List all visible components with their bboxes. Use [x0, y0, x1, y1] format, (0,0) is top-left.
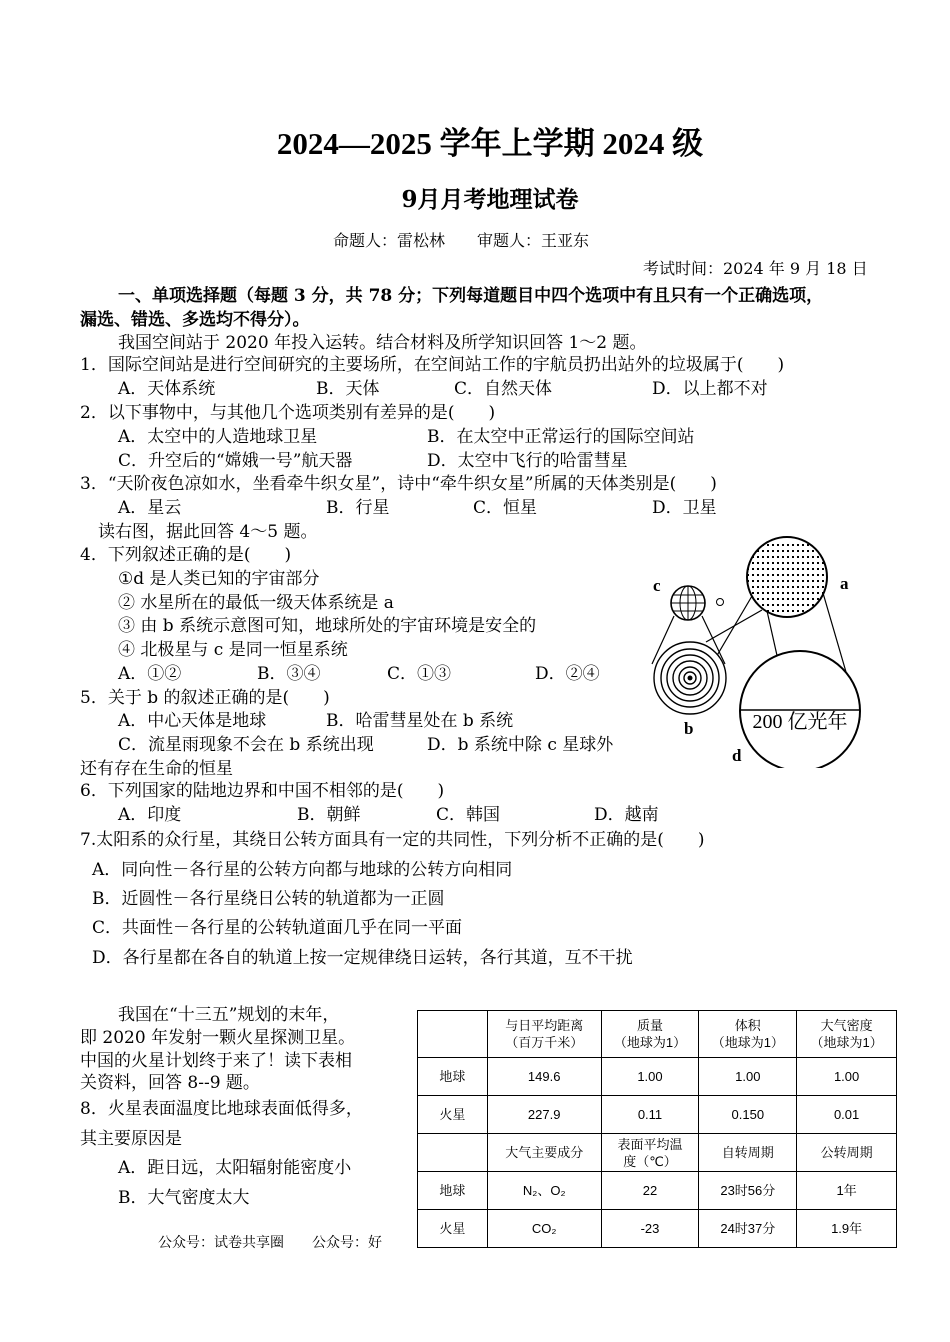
- table-cell: 22: [601, 1172, 699, 1210]
- q2-option-c: C．升空后的“嫦娥一号”航天器: [118, 451, 353, 471]
- intro-q8-9-line4: 关资料，回答 8--9 题。: [80, 1073, 260, 1093]
- q5-option-d: D．b 系统中除 c 星球外: [427, 735, 614, 755]
- section-heading-cont: 漏选、错选、多选均不得分）。: [80, 310, 310, 330]
- table-cell: 火星: [418, 1210, 488, 1248]
- table-cell: 1.00: [601, 1058, 699, 1096]
- table-cell: 地球: [418, 1058, 488, 1096]
- question-3: 3．“天阶夜色凉如水，坐看牵牛织女星”，诗中“牵牛织女星”所属的天体类别是( ): [80, 474, 717, 494]
- question-1: 1．国际空间站是进行空间研究的主要场所，在空间站工作的宇航员扔出站外的垃圾属于( ): [80, 355, 785, 375]
- question-2: 2．以下事物中，与其他几个选项类别有差异的是( ): [80, 403, 496, 423]
- table-row: [418, 1172, 897, 1210]
- label-c: c: [653, 576, 661, 595]
- table-cell: 0.11: [601, 1096, 699, 1134]
- q4-statement-4: ④ 北极星与 c 是同一恒星系统: [118, 640, 348, 660]
- table-cell: 1.00: [699, 1058, 797, 1096]
- table-cell: 地球: [418, 1172, 488, 1210]
- table-header-cell: 质量 （地球为1）: [601, 1011, 699, 1058]
- table-cell: 24时37分: [699, 1210, 797, 1248]
- table-cell: N₂、O₂: [487, 1172, 601, 1210]
- q1-option-c: C．自然天体: [454, 379, 553, 399]
- mars-earth-table: [417, 1010, 897, 1248]
- table-header-cell: 自转周期: [699, 1134, 797, 1172]
- authors: 命题人：雷松林 审题人：王亚东: [333, 231, 590, 250]
- label-a: a: [840, 574, 849, 593]
- celestial-systems-figure: [640, 536, 870, 768]
- q5-option-c: C．流星雨现象不会在 b 系统出现: [118, 735, 374, 755]
- question-4: 4．下列叙述正确的是( ): [80, 545, 292, 565]
- table-header-cell: 公转周期: [797, 1134, 897, 1172]
- question-8: 8．火星表面温度比地球表面低得多，: [80, 1099, 363, 1119]
- table-cell: 1.9年: [797, 1210, 897, 1248]
- table-header-cell: 大气密度 （地球为1）: [797, 1011, 897, 1058]
- intro-q8-9-line1: 我国在“十三五”规划的末年，: [118, 1005, 340, 1025]
- footer-text: 公众号：试卷共享圈 公众号：好: [158, 1235, 382, 1251]
- q1-option-a: A．天体系统: [118, 379, 216, 399]
- q5-option-b: B．哈雷彗星处在 b 系统: [326, 711, 514, 731]
- table-cell: 23时56分: [699, 1172, 797, 1210]
- section-heading: 一、单项选择题（每题 3 分，共 78 分；下列每道题目中四个选项中有且只有一个正确选项，: [118, 286, 824, 306]
- table-header-cell: 体积 （地球为1）: [699, 1011, 797, 1058]
- moon-small: [717, 599, 724, 606]
- label-d: d: [732, 746, 742, 765]
- table-cell: -23: [601, 1210, 699, 1248]
- q2-option-a: A．太空中的人造地球卫星: [118, 427, 318, 447]
- table-cell: 1.00: [797, 1058, 897, 1096]
- q7-option-b: B．近圆性－各行星绕日公转的轨道都为一正圆: [92, 889, 445, 909]
- q8-option-b: B．大气密度太大: [118, 1188, 250, 1208]
- q8-option-a: A．距日远，太阳辐射能密度小: [118, 1158, 352, 1178]
- intro-q4-5: 读右图，据此回答 4～5 题。: [98, 522, 318, 542]
- q3-option-c: C．恒星: [473, 498, 538, 518]
- table-cell: CO₂: [487, 1210, 601, 1248]
- q4-statement-1: ①d 是人类已知的宇宙部分: [118, 569, 320, 589]
- question-5: 5．关于 b 的叙述正确的是( ): [80, 688, 330, 708]
- table-row: [418, 1058, 897, 1096]
- table-cell: [418, 1134, 488, 1172]
- table-row: [418, 1096, 897, 1134]
- q4-statement-3: ③ 由 b 系统示意图可知，地球所处的宇宙环境是安全的: [118, 616, 537, 636]
- q6-option-b: B．朝鲜: [297, 805, 361, 825]
- table-cell: 1年: [797, 1172, 897, 1210]
- table-header-cell: 表面平均温 度（℃）: [601, 1134, 699, 1172]
- q7-option-d: D．各行星都在各自的轨道上按一定规律绕日运转，各行其道，互不干扰: [92, 948, 633, 968]
- q2-option-b: B．在太空中正常运行的国际空间站: [427, 427, 695, 447]
- q3-option-a: A．星云: [118, 498, 182, 518]
- intro-q1-2: 我国空间站于 2020 年投入运转。结合材料及所学知识回答 1～2 题。: [118, 333, 647, 353]
- q5-option-d-cont: 还有存在生命的恒星: [80, 759, 233, 779]
- table-cell: 火星: [418, 1096, 488, 1134]
- q6-option-c: C．韩国: [436, 805, 501, 825]
- page-subtitle: 9月月考地理试卷: [401, 186, 579, 213]
- q3-option-d: D．卫星: [652, 498, 717, 518]
- q4-option-c: C．①③: [387, 664, 452, 684]
- q5-option-a: A．中心天体是地球: [118, 711, 267, 731]
- q4-option-d: D．②④: [535, 664, 600, 684]
- page-title: 2024—2025 学年上学期 2024 级: [276, 126, 704, 161]
- q1-option-d: D．以上都不对: [652, 379, 768, 399]
- question-7: 7.太阳系的众行星，其绕日公转方面具有一定的共同性，下列分析不正确的是( ): [80, 830, 705, 850]
- q4-option-a: A．①②: [118, 664, 182, 684]
- q4-option-b: B．③④: [257, 664, 321, 684]
- table-header-row: [418, 1134, 897, 1172]
- intro-q8-9-line2: 即 2020 年发射一颗火星探测卫星。: [80, 1028, 356, 1048]
- q4-statement-2: ② 水星所在的最低一级天体系统是 a: [118, 593, 394, 613]
- table-header-cell: 大气主要成分: [487, 1134, 601, 1172]
- q7-option-a: A．同向性－各行星的公转方向都与地球的公转方向相同: [92, 860, 513, 880]
- table-cell: 0.01: [797, 1096, 897, 1134]
- q3-option-b: B．行星: [326, 498, 390, 518]
- table-header-row: [418, 1011, 897, 1058]
- q1-option-b: B．天体: [316, 379, 380, 399]
- table-cell: 149.6: [487, 1058, 601, 1096]
- scale-label: 200 亿光年: [752, 711, 848, 733]
- table-row: [418, 1210, 897, 1248]
- label-b: b: [684, 719, 694, 738]
- q6-option-d: D．越南: [594, 805, 659, 825]
- table-cell: 227.9: [487, 1096, 601, 1134]
- intro-q8-9-line3: 中国的火星计划终于来了！读下表相: [80, 1051, 352, 1071]
- question-6: 6．下列国家的陆地边界和中国不相邻的是( ): [80, 781, 445, 801]
- question-8-cont: 其主要原因是: [80, 1129, 182, 1149]
- table-cell: 0.150: [699, 1096, 797, 1134]
- table-cell: [418, 1011, 488, 1058]
- system-b-center: [688, 676, 693, 681]
- table-header-cell: 与日平均距离 （百万千米）: [487, 1011, 601, 1058]
- q7-option-c: C．共面性－各行星的公转轨道面几乎在同一平面: [92, 918, 463, 938]
- q2-option-d: D．太空中飞行的哈雷彗星: [427, 451, 628, 471]
- q6-option-a: A．印度: [118, 805, 182, 825]
- exam-time: 考试时间：2024 年 9 月 18 日: [643, 259, 868, 278]
